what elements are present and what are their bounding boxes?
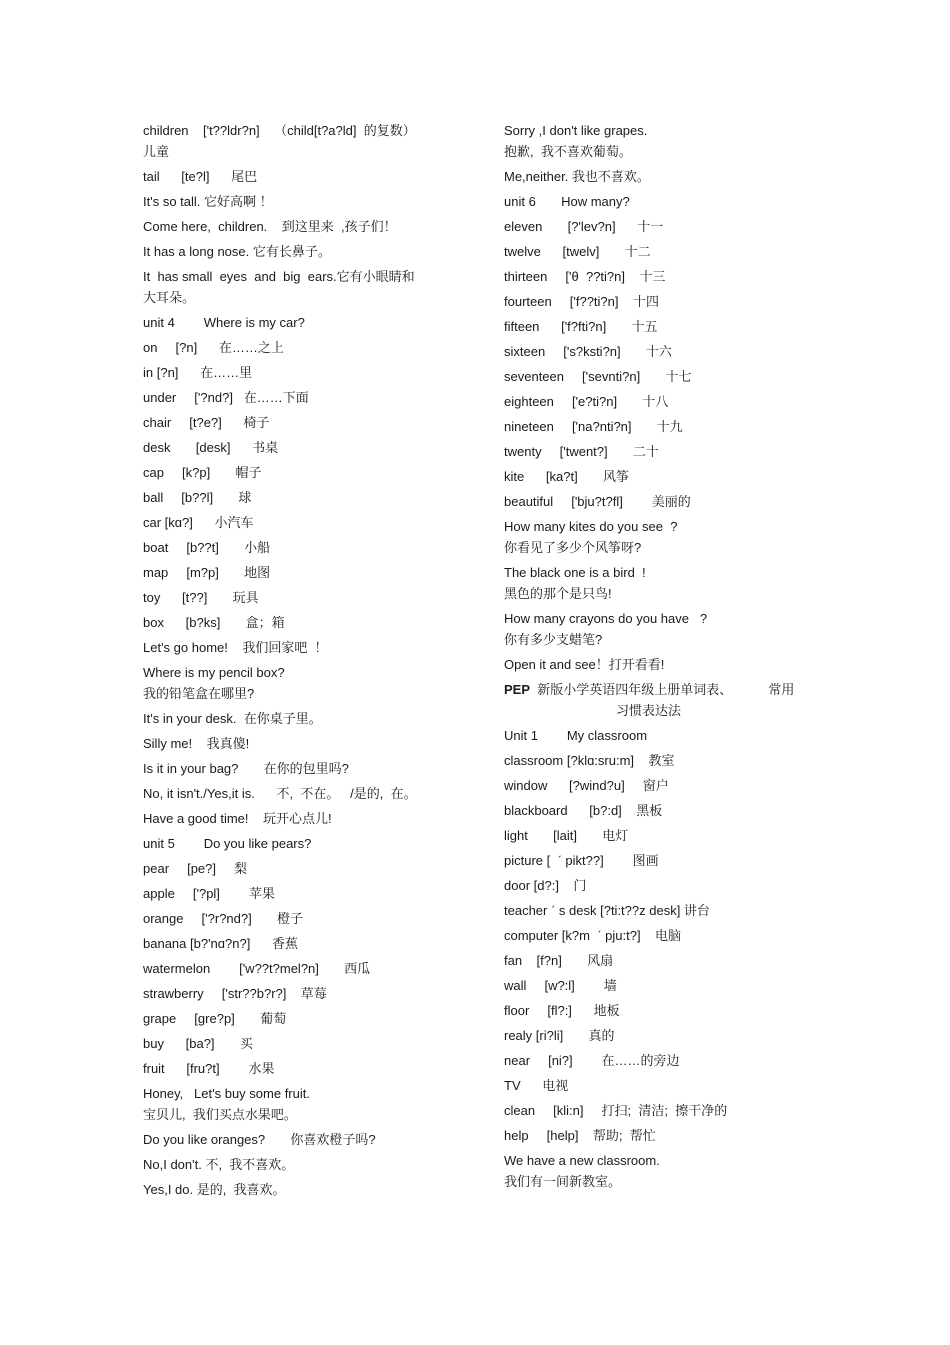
entry-text: realy [ri?li] 真的 [504, 1028, 615, 1043]
entry-translation: 我的铅笔盒在哪里? [143, 686, 255, 701]
entry-text: sixteen ['s?ksti?n] 十六 [504, 344, 672, 359]
entry-text: desk [desk] 书桌 [143, 440, 279, 455]
entry-translation: 你看见了多少个风筝呀? [504, 540, 642, 555]
vocab-entry [143, 1058, 443, 1079]
entry-text: Where is my pencil box? [143, 665, 285, 680]
vocab-entry [143, 362, 443, 383]
entry-text: toy [t??] 玩具 [143, 590, 259, 605]
vocab-entry [143, 312, 443, 333]
vocab-entry [504, 120, 814, 162]
vocab-entry [143, 437, 443, 458]
vocab-entry [143, 883, 443, 904]
entry-text: computer [k?m ˊ pju:t?] 电脑 [504, 928, 681, 943]
vocab-entry [143, 1179, 443, 1200]
vocab-entry [143, 487, 443, 508]
entry-text: banana [b?'nɑ?n?] 香蕉 [143, 936, 298, 951]
vocab-entry [504, 775, 814, 796]
vocab-entry [504, 875, 814, 896]
entry-text: It has small eyes and big ears.它有小眼睛和 [143, 269, 415, 284]
left-column [143, 120, 443, 1204]
entry-text: strawberry ['str??b?r?] 草莓 [143, 986, 327, 1001]
vocab-entry [504, 1025, 814, 1046]
vocab-entry [504, 166, 814, 187]
entry-text: window [?wind?u] 窗户 [504, 778, 669, 793]
vocab-entry [143, 1083, 443, 1125]
entry-text: thirteen ['θ ??ti?n] 十三 [504, 269, 666, 284]
vocab-entry [143, 562, 443, 583]
entry-translation: 黑色的那个是只鸟! [504, 586, 612, 601]
vocab-entry [504, 491, 814, 512]
entry-text: box [b?ks] 盒；箱 [143, 615, 285, 630]
vocab-entry [504, 825, 814, 846]
entry-text: Have a good time! 玩开心点儿! [143, 811, 332, 826]
entry-translation: 大耳朵。 [143, 290, 196, 305]
entry-text: watermelon ['w??t?mel?n] 西瓜 [143, 961, 371, 976]
entry-text: boat [b??t] 小船 [143, 540, 271, 555]
entry-text: under ['?nd?] 在……下面 [143, 390, 309, 405]
entry-text: fruit [fru?t] 水果 [143, 1061, 275, 1076]
vocab-entry [143, 1008, 443, 1029]
vocab-entry [143, 958, 443, 979]
vocab-entry [143, 983, 443, 1004]
vocab-entry [143, 191, 443, 212]
vocab-entry [504, 1075, 814, 1096]
entry-text: buy [ba?] 买 [143, 1036, 253, 1051]
entry-text: teacher ˊ s desk [?ti:t??z desk] 讲台 [504, 903, 710, 918]
vocab-entry [504, 366, 814, 387]
vocab-entry [143, 808, 443, 829]
entry-text: fifteen ['f?fti?n] 十五 [504, 319, 658, 334]
vocab-entry [504, 241, 814, 262]
entry-translation: 你有多少支蜡笔? [504, 632, 603, 647]
vocab-entry [143, 933, 443, 954]
vocab-entry [504, 216, 814, 237]
vocab-entry [143, 637, 443, 658]
right-column-unit1-section [504, 725, 814, 1192]
vocab-entry [504, 950, 814, 971]
vocab-entry [504, 1150, 814, 1192]
entry-text: kite [ka?t] 风筝 [504, 469, 629, 484]
entry-text: car [kɑ?] 小汽车 [143, 515, 254, 530]
entry-text: children ['t??ldr?n] （child[t?a?ld] 的复数） [143, 123, 416, 138]
entry-text: TV 电视 [504, 1078, 569, 1093]
vocab-entry [504, 800, 814, 821]
entry-text: Yes,I do. 是的, 我喜欢。 [143, 1182, 286, 1197]
right-column-unit6-section [504, 120, 814, 675]
vocab-entry [504, 1050, 814, 1071]
vocab-entry [504, 1000, 814, 1021]
vocab-entry [143, 512, 443, 533]
entry-text: Do you like oranges? 你喜欢橙子吗? [143, 1132, 376, 1147]
pep-section-title [504, 679, 814, 721]
vocab-entry [504, 191, 814, 212]
vocab-entry [143, 537, 443, 558]
entry-text: orange ['?r?nd?] 橙子 [143, 911, 304, 926]
entry-text: fan [f?n] 风扇 [504, 953, 614, 968]
entry-text: chair [t?e?] 椅子 [143, 415, 270, 430]
entry-text: unit 4 Where is my car? [143, 315, 305, 330]
vocab-entry [143, 266, 443, 308]
entry-text: in [?n] 在……里 [143, 365, 253, 380]
entry-text: Come here, children. 到这里来 ,孩子们！ [143, 219, 397, 234]
vocab-entry [143, 337, 443, 358]
vocab-entry [504, 341, 814, 362]
vocab-entry [504, 608, 814, 650]
vocab-entry [143, 733, 443, 754]
vocab-entry [504, 416, 814, 437]
entry-text: We have a new classroom. [504, 1153, 660, 1168]
entry-text: It's in your desk. 在你桌子里。 [143, 711, 322, 726]
entry-text: door [d?:] 门 [504, 878, 587, 893]
vocab-entry [504, 441, 814, 462]
vocab-entry [143, 758, 443, 779]
entry-text: No,I don't. 不, 我不喜欢。 [143, 1157, 295, 1172]
entry-text: How many crayons do you have ? [504, 611, 708, 626]
entry-text: It has a long nose. 它有长鼻子。 [143, 244, 331, 259]
entry-translation: 我们有一间新教室。 [504, 1174, 622, 1189]
vocab-entry [143, 387, 443, 408]
vocab-entry [504, 391, 814, 412]
vocab-entry [504, 316, 814, 337]
vocab-entry [143, 241, 443, 262]
vocab-entry [143, 783, 443, 804]
vocab-entry [143, 462, 443, 483]
vocab-entry [143, 1033, 443, 1054]
entry-text: The black one is a bird ! [504, 565, 646, 580]
entry-text: Let's go home! 我们回家吧 ！ [143, 640, 328, 655]
entry-text: nineteen ['na?nti?n] 十九 [504, 419, 683, 434]
entry-text: floor [fl?:] 地板 [504, 1003, 620, 1018]
vocab-entry [504, 562, 814, 604]
entry-text: wall [w?:l] 墙 [504, 978, 617, 993]
entry-text: Silly me! 我真傻! [143, 736, 250, 751]
entry-translation: 宝贝儿, 我们买点水果吧。 [143, 1107, 297, 1122]
entry-text: help [help] 帮助; 帮忙 [504, 1128, 656, 1143]
vocab-entry [143, 587, 443, 608]
entry-text: clean [kli:n] 打扫; 清洁; 擦干净的 [504, 1103, 728, 1118]
entry-text: blackboard [b?:d] 黑板 [504, 803, 663, 818]
entry-text: picture [ ˊ pikt??] 图画 [504, 853, 659, 868]
vocab-entry [143, 166, 443, 187]
vocab-entry [504, 654, 814, 675]
vocab-entry [143, 1129, 443, 1150]
entry-text: No, it isn't./Yes,it is. 不, 不在。 /是的, 在。 [143, 786, 417, 801]
entry-text: cap [k?p] 帽子 [143, 465, 262, 480]
entry-text: near [ni?] 在……的旁边 [504, 1053, 680, 1068]
entry-text: on [?n] 在……之上 [143, 340, 284, 355]
vocab-entry [143, 612, 443, 633]
pep-label: PEP [504, 682, 531, 697]
pep-title-text: 新版小学英语四年级上册单词表、 常用 [530, 682, 795, 697]
vocab-entry [143, 412, 443, 433]
vocab-entry [143, 908, 443, 929]
entry-text: seventeen ['sevnti?n] 十七 [504, 369, 692, 384]
vocab-entry [504, 925, 814, 946]
vocab-entry [504, 266, 814, 287]
entry-text: twenty ['twent?] 二十 [504, 444, 659, 459]
vocab-entry [143, 858, 443, 879]
vocab-entry [504, 725, 814, 746]
vocab-entry [504, 1100, 814, 1121]
entry-text: classroom [?klɑ:sru:m] 教室 [504, 753, 675, 768]
vocab-entry [504, 1125, 814, 1146]
entry-text: map [m?p] 地图 [143, 565, 271, 580]
vocab-entry [504, 516, 814, 558]
entry-text: It's so tall. 它好高啊 ！ [143, 194, 273, 209]
entry-text: Open it and see！打开看看! [504, 657, 665, 672]
entry-text: eighteen ['e?ti?n] 十八 [504, 394, 669, 409]
vocab-entry [143, 833, 443, 854]
right-column [504, 120, 814, 1196]
vocab-entry [143, 1154, 443, 1175]
entry-text: tail [te?l] 尾巴 [143, 169, 258, 184]
entry-text: beautiful ['bju?t?fl] 美丽的 [504, 494, 691, 509]
entry-text: unit 6 How many? [504, 194, 630, 209]
entry-text: eleven [?'lev?n] 十一 [504, 219, 664, 234]
entry-text: grape [gre?p] 葡萄 [143, 1011, 287, 1026]
vocab-entry [143, 216, 443, 237]
entry-text: ball [b??l] 球 [143, 490, 252, 505]
entry-text: How many kites do you see ? [504, 519, 678, 534]
vocab-entry [504, 850, 814, 871]
entry-text: fourteen ['f??ti?n] 十四 [504, 294, 659, 309]
entry-text: light [lait] 电灯 [504, 828, 629, 843]
vocab-entry [143, 120, 443, 162]
entry-text: Honey, Let's buy some fruit. [143, 1086, 310, 1101]
entry-translation: 儿童 [143, 144, 170, 159]
vocab-entry [143, 662, 443, 704]
pep-title-line2: 习惯表达法 [616, 703, 682, 718]
entry-translation: 抱歉, 我不喜欢葡萄。 [504, 144, 632, 159]
vocab-entry [504, 291, 814, 312]
entry-text: Sorry ,I don't like grapes. [504, 123, 648, 138]
entry-text: unit 5 Do you like pears? [143, 836, 312, 851]
vocab-entry [504, 900, 814, 921]
entry-text: Is it in your bag? 在你的包里吗? [143, 761, 349, 776]
vocab-entry [143, 708, 443, 729]
entry-text: pear [pe?] 梨 [143, 861, 248, 876]
vocab-entry [504, 975, 814, 996]
vocab-entry [504, 466, 814, 487]
entry-text: Me,neither. 我也不喜欢。 [504, 169, 650, 184]
entry-text: twelve [twelv] 十二 [504, 244, 651, 259]
vocab-entry [504, 750, 814, 771]
entry-text: Unit 1 My classroom [504, 728, 648, 743]
entry-text: apple ['?pl] 苹果 [143, 886, 275, 901]
